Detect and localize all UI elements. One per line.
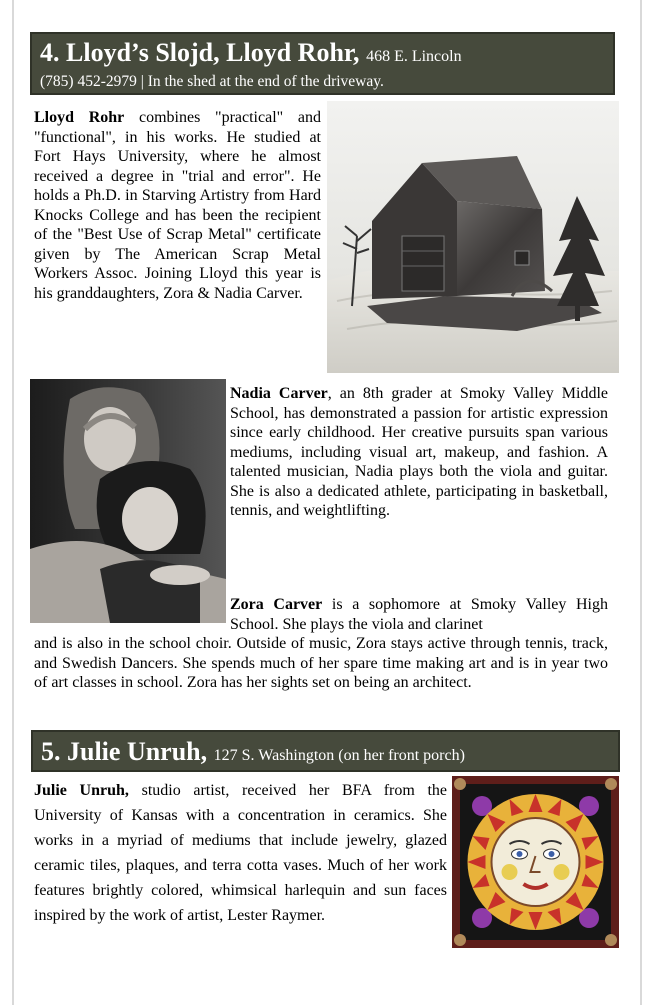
section-5-title: 5. Julie Unruh,: [41, 737, 208, 766]
barn-sculpture-photo: [327, 101, 619, 373]
lloyd-bio: [34, 108, 321, 303]
carver-sisters-image: [30, 379, 226, 623]
section-5-header: [31, 730, 620, 772]
section-4-header: [30, 32, 615, 95]
lloyd-bio-text: combines "practical" and "functional", in his works. He studied at Fort Hays University, where he almost received a degree in "trial and error". He holds a Ph.D. in Starving Artistry from Hard Knocks College and has been the recipient of the "Best Use of Scrap Metal" certificate given by The American Scrap Metal Workers Assoc. Joining Lloyd this year is his granddaughters, Zora & Nadia Carver.: [34, 109, 321, 302]
nadia-bio-text: , an 8th grader at Smoky Valley Middle School, has demonstrated a passion for artistic expression since early childhood. Her creative pursuits span various mediums, including visual art, makeup, and fashion. A talented musician, Nadia plays both the viola and guitar. She is also a dedicated athlete, participating in basketball, tennis, and weightlifting.: [230, 385, 608, 519]
section-5-address: 127 S. Washington (on her front porch): [213, 747, 465, 764]
nadia-name: Nadia Carver: [230, 385, 328, 402]
section-4-details: (785) 452-2979 | In the shed at the end of the driveway.: [40, 73, 384, 90]
barn-sculpture-image: [327, 101, 619, 373]
zora-bio-continued: and is also in the school choir. Outside of music, Zora stays active through tennis, track, and Swedish Dancers. She spends much of her spare time making art and is in year two of art classes in school. Zora has her sights set on being an architect.: [34, 635, 608, 691]
nadia-bio: [230, 384, 608, 521]
section-4-title-row: [40, 38, 605, 72]
page-edge-left: [12, 0, 14, 1005]
section-4-title: 4. Lloyd’s Slojd, Lloyd Rohr,: [40, 38, 360, 67]
julie-bio: [34, 778, 447, 928]
page-edge-right: [640, 0, 642, 1005]
zora-name: Zora Carver: [230, 596, 323, 613]
lloyd-name: Lloyd Rohr: [34, 109, 125, 126]
julie-bio-text: studio artist, received her BFA from the University of Kansas with a concentration in ceramics. She works in a myriad of mediums that include jewelry, glazed ceramic tiles, plaques, and terra cotta vases. Much of her work features brightly colored, whimsical harlequin and sun faces inspired by the work of artist, Lester Raymer.: [34, 782, 448, 924]
julie-name: Julie Unruh,: [34, 782, 129, 799]
section-4-address: 468 E. Lincoln: [366, 48, 462, 65]
section-5-title-row: [41, 737, 610, 771]
zora-bio-start: [230, 595, 608, 634]
sun-face-tile-image: [452, 776, 619, 948]
zora-bio-text-1: is a sophomore at Smoky Valley High School. She plays the viola and clarinet: [230, 596, 608, 633]
carver-sisters-photo: [30, 379, 226, 623]
sun-face-tile-photo: [452, 776, 619, 948]
